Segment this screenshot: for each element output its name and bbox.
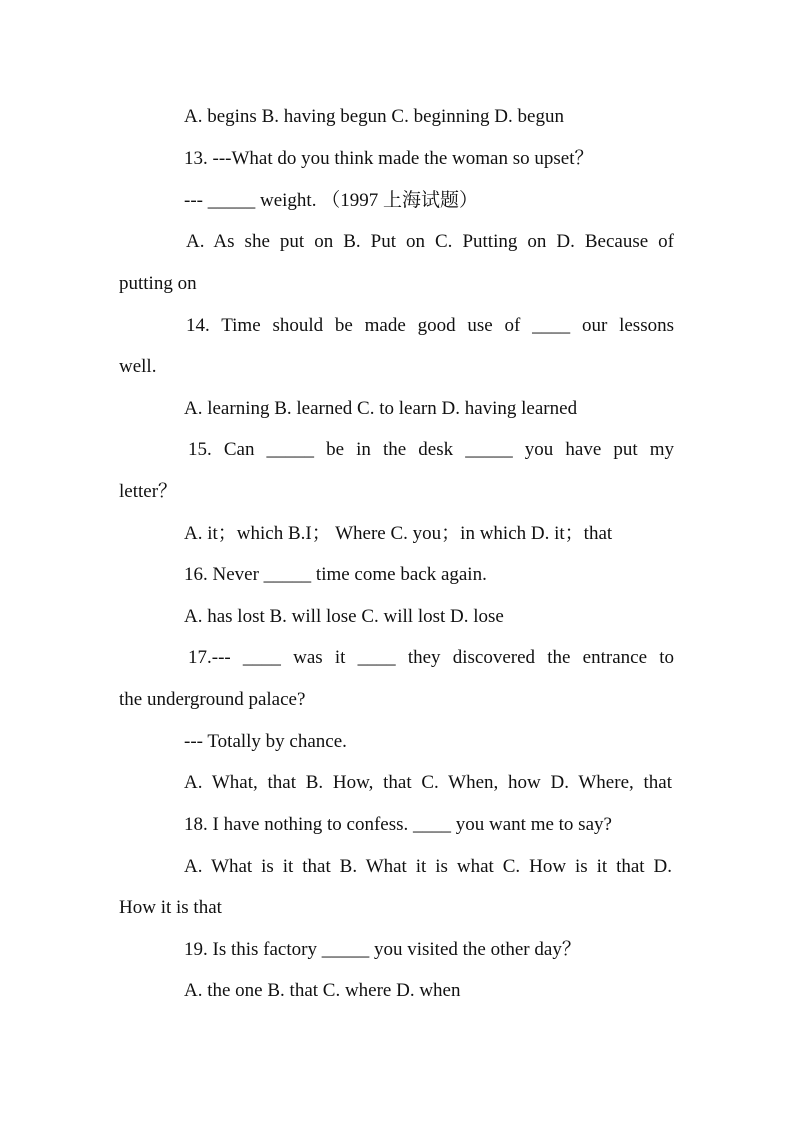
q15-question: 15. Can _____ be in the desk _____ you have put my (188, 439, 674, 460)
q19-options: A. the one B. that C. where D. when (184, 980, 461, 1001)
q13-options-continued: putting on (119, 273, 197, 294)
q17-question-continued: the underground palace? (119, 689, 306, 710)
q16-options: A. has lost B. will lose C. will lost D. lose (184, 606, 504, 627)
q12-options: A. begins B. having begun C. beginning D. begun (184, 106, 564, 127)
q17-answer-prompt: --- Totally by chance. (184, 731, 347, 752)
q14-question: 14. Time should be made good use of ____ our lessons (186, 315, 674, 336)
q16-question: 16. Never _____ time come back again. (184, 564, 487, 585)
q13-answer-prompt: --- _____ weight. （1997 上海试题） (184, 190, 478, 211)
q17-options: A. What, that B. How, that C. When, how D. Where, that (184, 772, 672, 793)
q19-question: 19. Is this factory _____ you visited the other day？ (184, 939, 581, 960)
q14-question-continued: well. (119, 356, 157, 377)
q15-question-continued: letter？ (119, 481, 178, 502)
q13-options: A. As she put on B. Put on C. Putting on D. Because of (186, 231, 674, 252)
q13-question: 13. ---What do you think made the woman so upset？ (184, 148, 594, 169)
q18-options-continued: How it is that (119, 897, 222, 918)
q18-options: A. What is it that B. What it is what C. How is it that D. (184, 856, 672, 877)
q15-options: A. it；which B.I； Where C. you；in which D. it；that (184, 523, 613, 544)
q14-options: A. learning B. learned C. to learn D. having learned (184, 398, 578, 419)
q17-question: 17.--- ____ was it ____ they discovered the entrance to (188, 647, 674, 668)
q18-question: 18. I have nothing to confess. ____ you want me to say? (184, 814, 612, 835)
